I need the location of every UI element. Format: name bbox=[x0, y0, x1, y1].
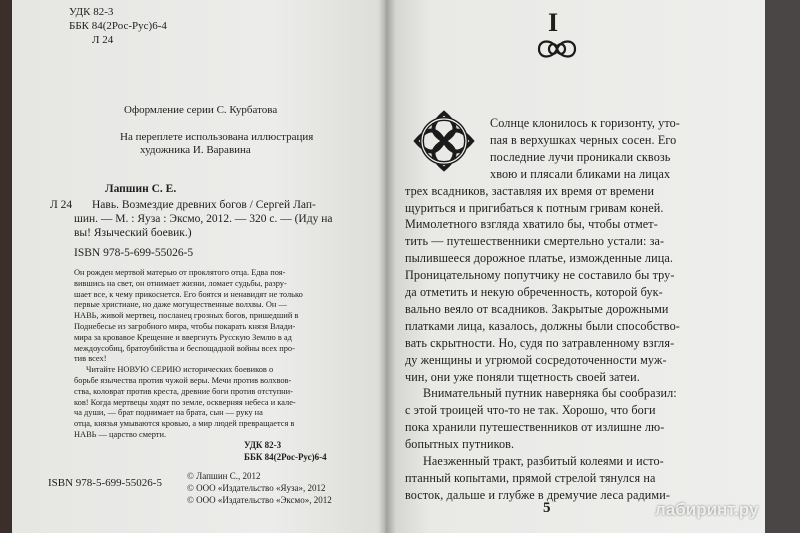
author-sign: Л 24 bbox=[92, 34, 114, 46]
book-annotation bbox=[74, 268, 303, 441]
body-line: последние лучи проникали сквозь bbox=[490, 149, 671, 164]
catalog-author: Лапшин С. Е. bbox=[105, 183, 177, 195]
annotation-line: тив всех! bbox=[74, 354, 107, 364]
body-line: Солнце клонилось к горизонту, уто- bbox=[490, 116, 680, 130]
body-line: пая в верхушках черных сосен. Его bbox=[490, 132, 677, 147]
series-design-credit: Оформление серии С. Курбатова bbox=[124, 104, 278, 116]
background-edge bbox=[765, 0, 800, 533]
page-number: 5 bbox=[543, 500, 551, 516]
catalog-line-2: шин. — М. : Яуза : Эксмо, 2012. — 320 с. — (Иду на bbox=[74, 213, 333, 225]
body-line: хвою и плясали бликами на лицах bbox=[490, 166, 671, 181]
cover-illustration-line1: На переплете использована иллюстрация bbox=[120, 131, 314, 143]
isbn-bottom: ISBN 978-5-699-55026-5 bbox=[48, 477, 162, 489]
body-line: бопытных путников. bbox=[405, 437, 515, 452]
copyright-eksmo: © ООО «Издательство «Эксмо», 2012 bbox=[187, 495, 332, 505]
udk-code: УДК 82-3 bbox=[69, 6, 114, 18]
body-line: вально веяло от всадников. Закрытые дорожными bbox=[405, 301, 669, 316]
copyright-author: © Лапшин С., 2012 bbox=[187, 471, 261, 481]
body-line: Наезженный тракт, разбитый колеями и исто- bbox=[423, 454, 664, 468]
celtic-knot-ornament-icon bbox=[535, 34, 579, 64]
chapter-number: I bbox=[548, 8, 559, 37]
annotation-line: Он рожден мертвой матерью от проклятого отца. Едва поя- bbox=[74, 268, 286, 277]
body-line: вать скрытности. Но, судя по затравленному взгля- bbox=[405, 335, 675, 350]
annotation-line: мира за кровавое Крещение и ввергнуть Русскую Землю в ад bbox=[74, 332, 292, 342]
body-line: Внимательный путник наверняка бы сообразил: bbox=[423, 386, 677, 401]
annotation-line: междоусобиц, братоубийства и беспощадной войны всех про- bbox=[74, 343, 295, 353]
body-line: ду женщины и угрюмой сосредоточенности муж- bbox=[405, 352, 667, 367]
body-line: пылившееся дорожное платье, изможденные лица. bbox=[405, 251, 674, 266]
left-page bbox=[12, 0, 385, 533]
body-line: пока хранили путешественников от излишне лю- bbox=[405, 420, 665, 435]
catalog-code: Л 24 bbox=[50, 199, 73, 211]
annotation-line: отца, князья умываются кровью, а мир людей превращается в bbox=[74, 419, 295, 429]
celtic-knot-dropcap-icon bbox=[410, 107, 478, 175]
labirint-watermark: лабиринт.ру bbox=[655, 500, 759, 519]
annotation-line: Читайте НОВУЮ СЕРИЮ исторических боевиков о bbox=[86, 365, 274, 375]
catalog-line-1: Навь. Возмездие древних богов / Сергей Лап- bbox=[92, 199, 316, 211]
annotation-line: НАВЬ, живой мертвец, посланец грозных богов, пришедший в bbox=[74, 311, 299, 321]
catalog-line-3: вы! Языческий боевик.) bbox=[74, 227, 192, 239]
body-line: да отметить и некую обреченность, которой бук- bbox=[405, 285, 663, 299]
body-line: платками лица, казалось, должны были способство- bbox=[405, 318, 680, 333]
annotation-line: Поднебесье из загробного мира, чтобы покарать князя Влади- bbox=[74, 321, 296, 331]
right-page bbox=[385, 0, 765, 533]
body-line: щуриться и пригибаться к потным гривам коней. bbox=[405, 200, 664, 215]
bbk-code-bottom: ББК 84(2Рос-Рус)6-4 bbox=[244, 452, 327, 462]
book-gutter-shadow bbox=[378, 0, 396, 533]
body-line: Мимолетного взгляда хватило бы, чтобы отмет- bbox=[405, 217, 658, 232]
annotation-line: ча души, — брат поднимает на брата, сын — руку на bbox=[74, 408, 263, 418]
body-line: трех всадников, заставляя их время от времени bbox=[405, 183, 655, 198]
annotation-line: борьбе язычества против чужой веры. Мечи против волхвов- bbox=[74, 375, 292, 385]
bbk-code: ББК 84(2Рос-Рус)6-4 bbox=[69, 20, 167, 32]
annotation-line: шает все, к чему прикоснется. Его боятся и ненавидят не только bbox=[74, 289, 303, 299]
annotation-line: первые христиане, но даже могущественные волхвы. Он — bbox=[74, 300, 287, 310]
body-line: Проницательному попутчику не составило бы тру- bbox=[405, 268, 675, 283]
catalog-isbn: ISBN 978-5-699-55026-5 bbox=[74, 247, 194, 259]
copyright-yauza: © ООО «Издательство «Яуза», 2012 bbox=[187, 483, 326, 493]
udk-code-bottom: УДК 82-3 bbox=[244, 440, 282, 450]
annotation-line: НАВЬ — царство смерти. bbox=[74, 429, 167, 439]
cover-illustration-line2: художника И. Варавина bbox=[140, 144, 251, 156]
body-line: с этой троицей что-то не так. Хорошо, что боги bbox=[405, 403, 656, 418]
body-line: восток, дальше и глубже в дремучие леса радими- bbox=[405, 487, 670, 502]
annotation-line: ков! Когда мертвецы ходят по земле, оскверняя небеса и кале- bbox=[74, 397, 296, 407]
annotation-line: ства, коловрат против креста, древние боги против отступни- bbox=[74, 386, 293, 396]
body-line: чин, они уже поняли тщетность своей затеи. bbox=[405, 369, 640, 384]
body-line: тить — путешественники смертельно устали: за- bbox=[405, 234, 665, 249]
annotation-line: вившись на свет, он отнимает жизни, ломает судьбы, разру- bbox=[74, 278, 287, 288]
body-line: птанный копытами, прямой стрелой тянулся на bbox=[405, 470, 656, 485]
